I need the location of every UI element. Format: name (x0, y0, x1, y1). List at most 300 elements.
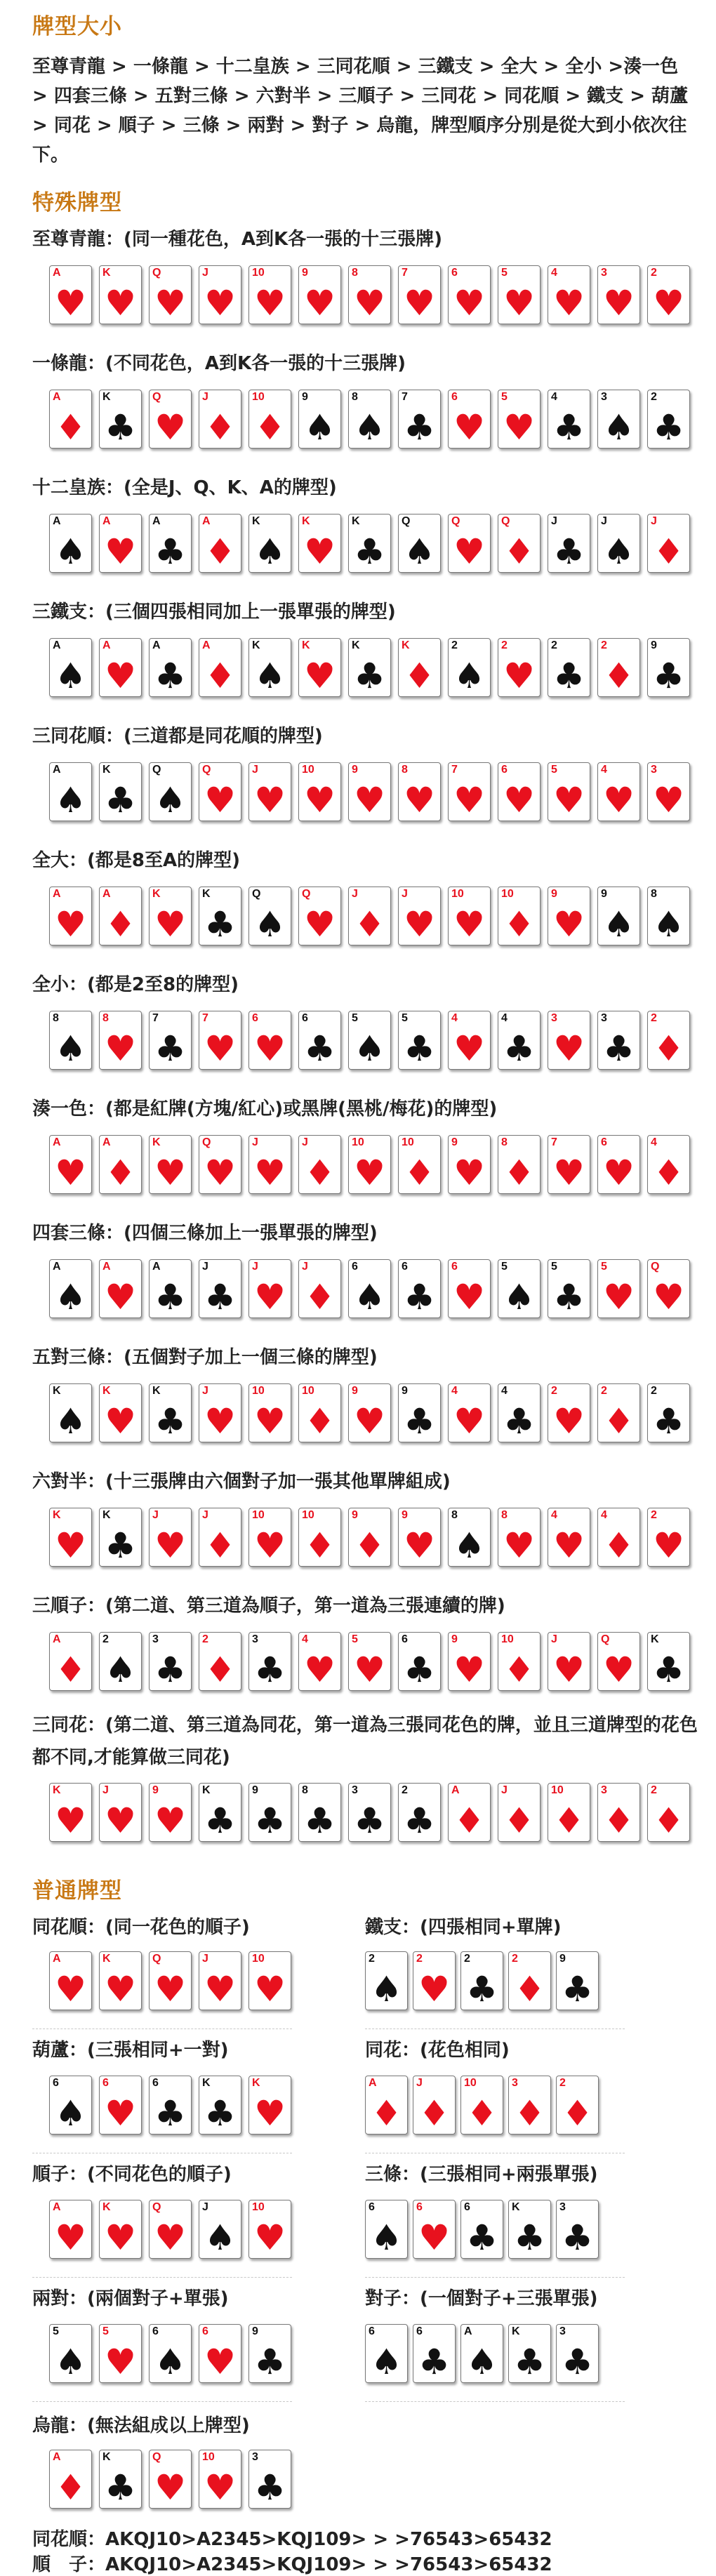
card-rank: 3 (559, 2201, 566, 2213)
playing-card (348, 1783, 391, 1842)
normal-title: 同花順：(同一花色的順子) (32, 1917, 250, 1938)
clubs-suit-icon: ♣ (553, 531, 585, 572)
card-rank: K (53, 1509, 61, 1521)
card-rank: 9 (252, 2325, 258, 2337)
hearts-suit-icon: ♥ (105, 1800, 136, 1841)
card-rank: 8 (451, 1509, 458, 1521)
playing-card (348, 1383, 391, 1442)
special-title: 五對三條：(五個對子加上一個三條的牌型) (32, 1347, 378, 1368)
card-row (49, 2324, 291, 2383)
card-rank: A (53, 888, 61, 900)
playing-card (398, 1632, 441, 1691)
playing-card (647, 887, 690, 945)
hearts-suit-icon: ♥ (55, 283, 86, 324)
playing-card (498, 1632, 541, 1691)
hearts-suit-icon: ♥ (254, 1969, 286, 2010)
card-rank: 4 (551, 1509, 557, 1521)
playing-card (398, 265, 441, 324)
clubs-suit-icon: ♣ (354, 656, 385, 696)
spades-suit-icon: ♠ (453, 1525, 485, 1566)
playing-card (460, 1951, 503, 2010)
diamonds-suit-icon: ♦ (204, 1649, 236, 1690)
hearts-suit-icon: ♥ (404, 283, 435, 324)
hearts-suit-icon: ♥ (254, 2093, 286, 2134)
special-title: 六對半：(十三張牌由六個對子加一張其他單牌組成) (32, 1471, 451, 1492)
playing-card (248, 1951, 291, 2010)
spades-suit-icon: ♠ (55, 656, 86, 696)
card-rank: J (302, 1261, 308, 1273)
card-rank: 2 (651, 267, 657, 279)
clubs-suit-icon: ♣ (404, 1028, 435, 1069)
spades-suit-icon: ♠ (55, 1401, 86, 1442)
card-rank: 4 (551, 391, 557, 403)
playing-card (248, 1508, 291, 1567)
playing-card (597, 1259, 640, 1318)
card-rank: A (102, 1136, 111, 1148)
hearts-suit-icon: ♥ (154, 1153, 186, 1193)
hearts-suit-icon: ♥ (154, 407, 186, 448)
clubs-suit-icon: ♣ (418, 2342, 450, 2382)
hearts-suit-icon: ♥ (154, 283, 186, 324)
playing-card (49, 2076, 92, 2135)
playing-card (556, 2200, 599, 2259)
hearts-suit-icon: ♥ (105, 531, 136, 572)
card-rank: K (252, 2077, 260, 2089)
card-rank: A (102, 639, 111, 651)
hearts-suit-icon: ♥ (354, 1401, 385, 1442)
hearts-suit-icon: ♥ (154, 1800, 186, 1841)
playing-card (448, 887, 491, 945)
card-rank: 10 (202, 2451, 215, 2463)
diamonds-suit-icon: ♦ (653, 531, 684, 572)
clubs-suit-icon: ♣ (154, 2093, 186, 2134)
playing-card (647, 762, 690, 821)
clubs-suit-icon: ♣ (254, 1800, 286, 1841)
card-rank: 2 (202, 1633, 208, 1645)
playing-card (647, 265, 690, 324)
hearts-suit-icon: ♥ (55, 1525, 86, 1566)
card-rank: 3 (601, 1012, 607, 1024)
card-rank: Q (152, 267, 161, 279)
diamonds-suit-icon: ♦ (653, 1028, 684, 1069)
diamonds-suit-icon: ♦ (105, 1153, 136, 1193)
playing-card (199, 2076, 241, 2135)
card-rank: A (53, 1953, 61, 1965)
card-rank: A (102, 888, 111, 900)
hearts-suit-icon: ♥ (503, 283, 535, 324)
playing-card (348, 390, 391, 449)
clubs-suit-icon: ♣ (354, 531, 385, 572)
card-rank: Q (202, 1136, 211, 1148)
clubs-suit-icon: ♣ (466, 2217, 498, 2258)
playing-card (199, 1259, 241, 1318)
playing-card (413, 2200, 456, 2259)
card-rank: 8 (651, 888, 657, 900)
hearts-suit-icon: ♥ (354, 780, 385, 821)
card-rank: K (512, 2325, 520, 2337)
playing-card (149, 514, 192, 573)
hearts-suit-icon: ♥ (204, 2342, 236, 2382)
hearts-suit-icon: ♥ (204, 1153, 236, 1193)
card-rank: 3 (601, 1784, 607, 1796)
card-rank: 9 (402, 1509, 408, 1521)
playing-card (498, 390, 541, 449)
spades-suit-icon: ♠ (55, 2093, 86, 2134)
playing-card (149, 1632, 192, 1691)
clubs-suit-icon: ♣ (404, 407, 435, 448)
hearts-suit-icon: ♥ (55, 1969, 86, 2010)
playing-card (298, 514, 341, 573)
card-rank: 3 (651, 764, 657, 776)
card-rank: A (53, 1633, 61, 1645)
card-rank: 3 (352, 1784, 358, 1796)
hearts-suit-icon: ♥ (404, 1525, 435, 1566)
hearts-suit-icon: ♥ (453, 1649, 485, 1690)
card-rank: 6 (601, 1136, 607, 1148)
spades-suit-icon: ♠ (154, 2342, 186, 2382)
card-rank: K (102, 1385, 111, 1397)
playing-card (99, 1383, 142, 1442)
hearts-suit-icon: ♥ (105, 2093, 136, 2134)
card-row (49, 1508, 690, 1567)
normal-heading: 普通牌型 (32, 1878, 122, 1904)
playing-card (448, 265, 491, 324)
hearts-suit-icon: ♥ (453, 283, 485, 324)
normal-title: 同花：(花色相同) (365, 2040, 510, 2061)
playing-card (647, 1783, 690, 1842)
clubs-suit-icon: ♣ (154, 1277, 186, 1317)
playing-card (413, 2324, 456, 2383)
card-rank: Q (152, 391, 161, 403)
playing-card (298, 1508, 341, 1567)
hearts-suit-icon: ♥ (304, 780, 336, 821)
playing-card (99, 1135, 142, 1194)
card-rank: K (152, 888, 161, 900)
spades-suit-icon: ♠ (154, 780, 186, 821)
divider (365, 2277, 625, 2278)
spades-suit-icon: ♠ (653, 904, 684, 945)
playing-card (548, 1259, 590, 1318)
playing-card (199, 1508, 241, 1567)
playing-card (398, 1783, 441, 1842)
card-rank: 10 (352, 1136, 364, 1148)
playing-card (597, 1011, 640, 1070)
card-rank: Q (152, 2451, 161, 2463)
card-rank: 2 (651, 391, 657, 403)
diamonds-suit-icon: ♦ (514, 1969, 545, 2010)
card-rank: K (102, 1509, 111, 1521)
playing-card (199, 1135, 241, 1194)
spades-suit-icon: ♠ (55, 1028, 86, 1069)
clubs-suit-icon: ♣ (105, 1525, 136, 1566)
card-rank: 5 (501, 267, 508, 279)
playing-card (248, 265, 291, 324)
playing-card (49, 514, 92, 573)
playing-card (149, 2450, 192, 2509)
hearts-suit-icon: ♥ (653, 1277, 684, 1317)
playing-card (99, 762, 142, 821)
playing-card (99, 2076, 142, 2135)
playing-card (199, 2200, 241, 2259)
card-rank: A (53, 2451, 61, 2463)
playing-card (298, 762, 341, 821)
clubs-suit-icon: ♣ (653, 1401, 684, 1442)
diamonds-suit-icon: ♦ (553, 1800, 585, 1841)
card-rank: 10 (451, 888, 464, 900)
card-rank: 2 (402, 1784, 408, 1796)
playing-card (298, 638, 341, 697)
playing-card (448, 1135, 491, 1194)
spades-suit-icon: ♠ (304, 407, 336, 448)
clubs-suit-icon: ♣ (105, 407, 136, 448)
hearts-suit-icon: ♥ (105, 656, 136, 696)
playing-card (448, 1783, 491, 1842)
card-row (49, 1383, 690, 1442)
playing-card (348, 265, 391, 324)
card-rank: 9 (252, 1784, 258, 1796)
card-rank: 8 (501, 1509, 508, 1521)
card-rank: K (152, 1385, 161, 1397)
card-row (365, 2076, 599, 2135)
card-rank: J (202, 1509, 208, 1521)
card-rank: J (416, 2077, 423, 2089)
clubs-suit-icon: ♣ (653, 656, 684, 696)
playing-card (498, 1135, 541, 1194)
diamonds-suit-icon: ♦ (514, 2093, 545, 2134)
card-rank: 6 (464, 2201, 470, 2213)
clubs-suit-icon: ♣ (466, 1969, 498, 2010)
card-rank: J (252, 1261, 258, 1273)
hearts-suit-icon: ♥ (503, 656, 535, 696)
playing-card (597, 887, 640, 945)
card-rank: 2 (102, 1633, 109, 1645)
diamonds-suit-icon: ♦ (503, 1649, 535, 1690)
spades-suit-icon: ♠ (55, 531, 86, 572)
diamonds-suit-icon: ♦ (466, 2093, 498, 2134)
diamonds-suit-icon: ♦ (204, 531, 236, 572)
clubs-suit-icon: ♣ (154, 656, 186, 696)
playing-card (398, 887, 441, 945)
card-rank: 7 (551, 1136, 557, 1148)
special-title: 全大：(都是8至A的牌型) (32, 850, 240, 871)
card-rank: 4 (551, 267, 557, 279)
clubs-suit-icon: ♣ (514, 2217, 545, 2258)
hearts-suit-icon: ♥ (154, 2217, 186, 2258)
playing-card (498, 1011, 541, 1070)
hearts-suit-icon: ♥ (603, 1277, 635, 1317)
card-rank: K (252, 515, 260, 527)
spades-suit-icon: ♠ (254, 656, 286, 696)
clubs-suit-icon: ♣ (254, 1649, 286, 1690)
card-row (49, 1135, 690, 1194)
diamonds-suit-icon: ♦ (603, 656, 635, 696)
card-rank: 8 (352, 267, 358, 279)
spades-suit-icon: ♠ (354, 1028, 385, 1069)
playing-card (248, 1135, 291, 1194)
playing-card (398, 1383, 441, 1442)
spades-suit-icon: ♠ (55, 1277, 86, 1317)
card-rank: 4 (501, 1385, 508, 1397)
playing-card (99, 1011, 142, 1070)
playing-card (248, 1259, 291, 1318)
clubs-suit-icon: ♣ (404, 1649, 435, 1690)
special-title: 湊一色：(都是紅牌(方塊/紅心)或黑牌(黑桃/梅花)的牌型) (32, 1098, 498, 1120)
clubs-suit-icon: ♣ (204, 1800, 236, 1841)
card-rank: 9 (651, 639, 657, 651)
card-rank: 9 (451, 1136, 458, 1148)
hearts-suit-icon: ♥ (254, 1153, 286, 1193)
card-row (365, 2200, 599, 2259)
hearts-suit-icon: ♥ (553, 1153, 585, 1193)
playing-card (49, 1632, 92, 1691)
card-rank: 6 (102, 2077, 109, 2089)
playing-card (248, 638, 291, 697)
diamonds-suit-icon: ♦ (503, 904, 535, 945)
hearts-suit-icon: ♥ (603, 283, 635, 324)
clubs-suit-icon: ♣ (154, 1649, 186, 1690)
playing-card (99, 1508, 142, 1567)
card-row (49, 1632, 690, 1691)
playing-card (248, 887, 291, 945)
card-rank: Q (152, 764, 161, 776)
clubs-suit-icon: ♣ (204, 2093, 236, 2134)
card-row (49, 390, 690, 449)
footer-text: AKQJ10>A2345>KQJ109> > >76543>65432 (105, 2529, 552, 2550)
playing-card (248, 1783, 291, 1842)
clubs-suit-icon: ♣ (404, 1401, 435, 1442)
playing-card (199, 1011, 241, 1070)
card-rank: Q (152, 2201, 161, 2213)
footer-line (32, 2550, 552, 2576)
card-rank: 4 (501, 1012, 508, 1024)
hearts-suit-icon: ♥ (55, 1153, 86, 1193)
playing-card (647, 390, 690, 449)
special-title: 至尊青龍：(同一種花色，A到K各一張的十三張牌) (32, 229, 443, 250)
spades-suit-icon: ♠ (204, 2217, 236, 2258)
playing-card (498, 1383, 541, 1442)
spades-suit-icon: ♠ (55, 780, 86, 821)
playing-card (548, 1508, 590, 1567)
card-rank: 9 (551, 888, 557, 900)
hearts-suit-icon: ♥ (603, 780, 635, 821)
diamonds-suit-icon: ♦ (404, 656, 435, 696)
card-rank: J (202, 1385, 208, 1397)
playing-card (398, 514, 441, 573)
playing-card (498, 1783, 541, 1842)
card-rank: K (252, 639, 260, 651)
playing-card (99, 2324, 142, 2383)
playing-card (348, 638, 391, 697)
playing-card (647, 1632, 690, 1691)
card-rank: 6 (501, 764, 508, 776)
card-rank: Q (651, 1261, 660, 1273)
diamonds-suit-icon: ♦ (55, 1649, 86, 1690)
diamonds-suit-icon: ♦ (603, 1525, 635, 1566)
spades-suit-icon: ♠ (254, 904, 286, 945)
card-rank: 10 (252, 1953, 265, 1965)
card-rank: A (53, 1261, 61, 1273)
playing-card (460, 2076, 503, 2135)
card-row (49, 265, 690, 324)
card-rank: 9 (402, 1385, 408, 1397)
hearts-suit-icon: ♥ (254, 283, 286, 324)
card-rank: A (451, 1784, 460, 1796)
clubs-suit-icon: ♣ (404, 1277, 435, 1317)
playing-card (99, 638, 142, 697)
clubs-suit-icon: ♣ (653, 1649, 684, 1690)
card-rank: 2 (501, 639, 508, 651)
playing-card (99, 1259, 142, 1318)
card-rank: 9 (352, 1509, 358, 1521)
hearts-suit-icon: ♥ (55, 904, 86, 945)
playing-card (597, 514, 640, 573)
diamonds-suit-icon: ♦ (503, 531, 535, 572)
playing-card (597, 1783, 640, 1842)
card-rank: J (352, 888, 358, 900)
card-rank: J (402, 888, 408, 900)
playing-card (556, 1951, 599, 2010)
hearts-suit-icon: ♥ (254, 780, 286, 821)
clubs-suit-icon: ♣ (653, 407, 684, 448)
playing-card (248, 2450, 291, 2509)
playing-card (248, 762, 291, 821)
hearts-suit-icon: ♥ (204, 283, 236, 324)
playing-card (365, 2076, 408, 2135)
hearts-suit-icon: ♥ (418, 1969, 450, 2010)
card-rank: 3 (601, 267, 607, 279)
clubs-suit-icon: ♣ (154, 1401, 186, 1442)
divider (32, 2401, 292, 2402)
clubs-suit-icon: ♣ (562, 2217, 593, 2258)
playing-card (448, 514, 491, 573)
hearts-suit-icon: ♥ (553, 780, 585, 821)
card-rank: 6 (53, 2077, 59, 2089)
card-rank: 3 (152, 1633, 159, 1645)
card-row (49, 1951, 291, 2010)
hearts-suit-icon: ♥ (653, 780, 684, 821)
playing-card (548, 887, 590, 945)
normal-title: 對子：(一個對子+三張單張) (365, 2288, 598, 2309)
footer-label: 順 子： (32, 2554, 106, 2575)
normal-title: 鐵支：(四張相同+單牌) (365, 1917, 562, 1938)
diamonds-suit-icon: ♦ (105, 904, 136, 945)
hearts-suit-icon: ♥ (55, 2217, 86, 2258)
card-rank: 6 (416, 2201, 423, 2213)
card-rank: 2 (551, 1385, 557, 1397)
card-rank: 5 (352, 1012, 358, 1024)
playing-card (149, 638, 192, 697)
hearts-suit-icon: ♥ (553, 1028, 585, 1069)
diamonds-suit-icon: ♦ (503, 1153, 535, 1193)
card-rank: 2 (601, 639, 607, 651)
playing-card (248, 2200, 291, 2259)
card-rank: 2 (512, 1953, 518, 1965)
spades-suit-icon: ♠ (254, 531, 286, 572)
playing-card (49, 1011, 92, 1070)
card-rank: K (102, 1953, 111, 1965)
card-rank: K (53, 1784, 61, 1796)
card-rank: J (252, 1136, 258, 1148)
card-rank: J (601, 515, 607, 527)
hearts-suit-icon: ♥ (105, 1969, 136, 2010)
hearts-suit-icon: ♥ (204, 2467, 236, 2508)
diamonds-suit-icon: ♦ (503, 1800, 535, 1841)
card-rank: 6 (352, 1261, 358, 1273)
card-rank: K (102, 267, 111, 279)
playing-card (548, 390, 590, 449)
card-row (49, 514, 690, 573)
playing-card (448, 1632, 491, 1691)
